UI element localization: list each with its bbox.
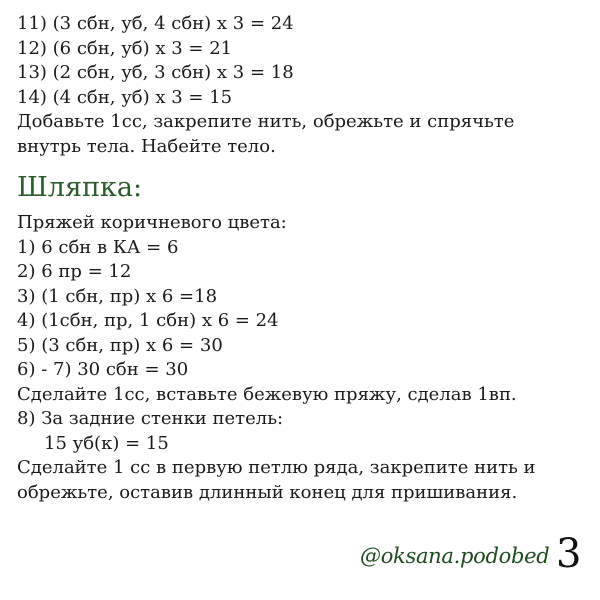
instruction-line: 8) За задние стенки петель:: [17, 408, 284, 429]
instruction-line: Сделайте 1сс, вставьте бежевую пряжу, сделав 1вп.: [17, 383, 517, 405]
instruction-line: 13) (2 сбн, уб, 3 сбн) x 3 = 18: [17, 62, 294, 83]
instruction-line: 3) (1 сбн, пр) x 6 =18: [17, 285, 218, 307]
instruction-line: 2) 6 пр = 12: [17, 261, 132, 282]
author-signature: @oksana.podobed: [360, 544, 550, 568]
instruction-line: 6) - 7) 30 сбн = 30: [17, 359, 189, 380]
instruction-line: внутрь тела. Набейте тело.: [17, 135, 276, 157]
instruction-line: 14) (4 сбн, уб) x 3 = 15: [17, 86, 233, 108]
hat-instructions: [17, 211, 587, 505]
instruction-line: 1) 6 сбн в КА = 6: [17, 236, 179, 258]
hat-heading: Шляпка:: [17, 172, 143, 203]
instruction-line: Пряжей коричневого цвета:: [17, 212, 287, 233]
instruction-line: 12) (6 сбн, уб) x 3 = 21: [17, 37, 233, 59]
instruction-line: обрежьте, оставив длинный конец для пришивания.: [17, 481, 518, 503]
instruction-line: 11) (3 сбн, уб, 4 сбн) x 3 = 24: [17, 13, 294, 34]
instruction-line: 15 уб(к) = 15: [44, 432, 169, 454]
page-number: 3: [556, 531, 582, 577]
instruction-line: 4) (1сбн, пр, 1 сбн) x 6 = 24: [17, 310, 279, 331]
instruction-line: Добавьте 1сс, закрепите нить, обрежьте и спрячьте: [17, 111, 515, 132]
instruction-line: 5) (3 сбн, пр) x 6 = 30: [17, 334, 223, 356]
top-instructions: [17, 12, 587, 159]
instruction-line: Сделайте 1 сс в первую петлю ряда, закрепите нить и: [17, 457, 536, 478]
